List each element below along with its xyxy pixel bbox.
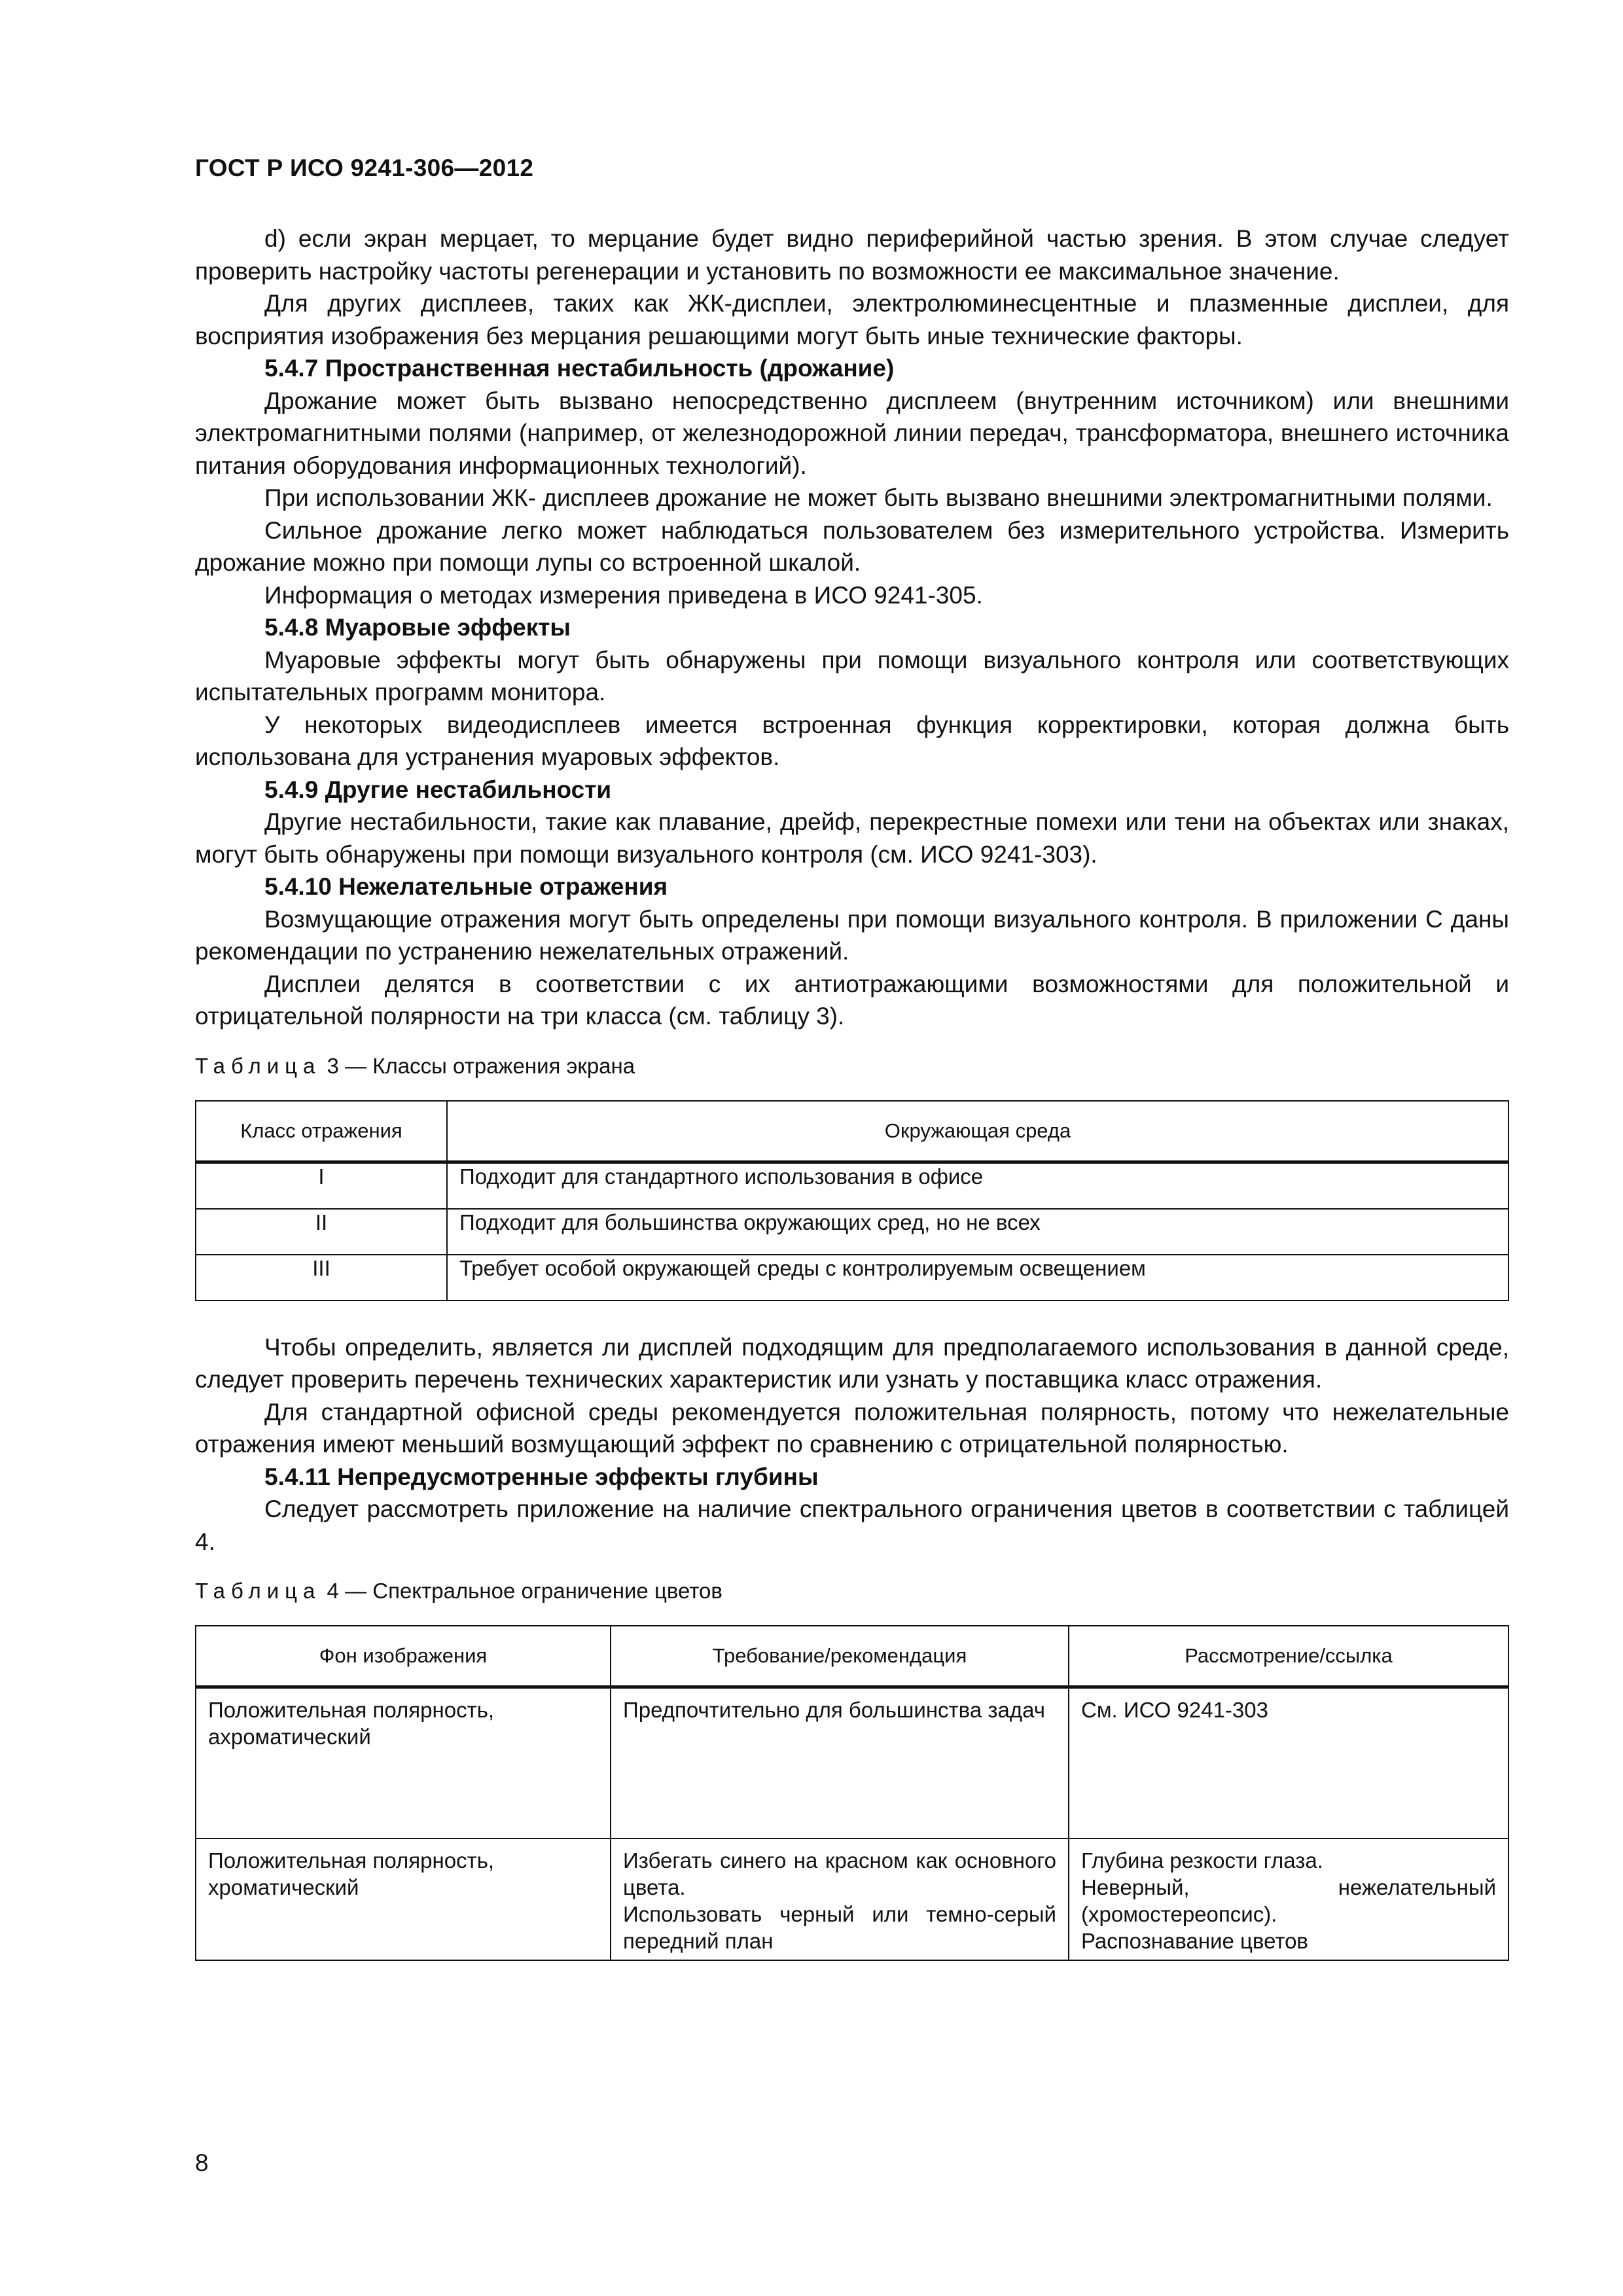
column-header: Рассмотрение/ссылка	[1069, 1626, 1508, 1687]
table-3-caption	[195, 1050, 1509, 1082]
column-header: Требование/рекомендация	[611, 1626, 1069, 1687]
paragraph: Дрожание может быть вызвано непосредственно дисплеем (внутренним источником) или внешними электромагнитными полями (например, от железнодорожной линии передач, трансформатора, внешнего источника питания оборудования информационных технологий).	[195, 387, 1509, 479]
paragraph: Чтобы определить, является ли дисплей подходящим для предполагаемого использования в данной среде, следует проверить перечень технических характеристик или узнать у поставщика класс отражения.	[195, 1333, 1509, 1393]
main-text	[195, 223, 1509, 1961]
paragraph: Другие нестабильности, такие как плавание, дрейф, перекрестные помехи или тени на объектах или знаках, могут быть обнаружены при помощи визуального контроля (см. ИСО 9241-303).	[195, 808, 1509, 868]
table-row	[196, 1839, 1508, 1960]
paragraph: Сильное дрожание легко может наблюдаться пользователем без измерительного устройства. Измерить дрожание можно при помощи лупы со встроенной шкалой.	[195, 516, 1509, 576]
table-4	[195, 1625, 1509, 1961]
cell-line: Глубина резкости глаза.	[1081, 1848, 1323, 1873]
cell-line: Избегать синего на красном как основного цвета.	[623, 1848, 1056, 1899]
cell-line: Неверный, нежелательный (хромостереопсис).	[1081, 1875, 1496, 1926]
table-cell: Требует особой окружающей среды с контролируемым освещением	[447, 1255, 1508, 1300]
document-header: ГОСТ Р ИСО 9241-306—2012	[195, 154, 534, 181]
caption-word: Таблица	[195, 1579, 321, 1603]
paragraph: Для стандартной офисной среды рекомендуется положительная полярность, потому что нежелательные отражения имеют меньший возмущающий эффект по сравнению с отрицательной полярностью.	[195, 1398, 1509, 1458]
paragraph: У некоторых видеодисплеев имеется встроенная функция корректировки, которая должна быть использована для устранения муаровых эффектов.	[195, 711, 1509, 770]
cell-line: Использовать черный или темно-серый передний план	[623, 1902, 1056, 1953]
caption-text: 3 — Классы отражения экрана	[321, 1053, 635, 1078]
table-row	[196, 1687, 1508, 1839]
table-cell: Подходит для стандартного использования в офисе	[447, 1162, 1508, 1209]
section-heading-5-4-10: 5.4.10 Нежелательные отражения	[264, 873, 668, 900]
table-cell	[1069, 1839, 1508, 1960]
column-header: Фон изображения	[196, 1626, 611, 1687]
table-cell: См. ИСО 9241-303	[1069, 1687, 1508, 1839]
column-header: Окружающая среда	[447, 1101, 1508, 1162]
section-heading-5-4-9: 5.4.9 Другие нестабильности	[264, 776, 612, 803]
table-row	[196, 1255, 1508, 1300]
page-number: 8	[195, 2149, 209, 2176]
table-4-caption	[195, 1575, 1509, 1607]
cell-line: Распознавание цветов	[1081, 1929, 1308, 1953]
paragraph: d) если экран мерцает, то мерцание будет видно периферийной частью зрения. В этом случае следует проверить настройку частоты регенерации и установить по возможности ее максимальное значение.	[195, 225, 1509, 285]
caption-text: 4 — Спектральное ограничение цветов	[321, 1579, 722, 1603]
paragraph: При использовании ЖК- дисплеев дрожание не может быть вызвано внешними электромагнитными полями.	[264, 484, 1493, 511]
section-heading-5-4-11: 5.4.11 Непредусмотренные эффекты глубины	[264, 1463, 819, 1490]
table-row	[196, 1209, 1508, 1255]
table-cell: Положительная полярность, хроматический	[196, 1839, 611, 1960]
document-page	[195, 0, 1509, 2296]
paragraph: Следует рассмотреть приложение на наличие спектрального ограничения цветов в соответствии с таблицей 4.	[195, 1496, 1509, 1555]
table-cell: Подходит для большинства окружающих сред, но не всех	[447, 1209, 1508, 1255]
paragraph: Информация о методах измерения приведена в ИСО 9241-305.	[264, 581, 983, 609]
paragraph: Возмущающие отражения могут быть определены при помощи визуального контроля. В приложении С даны рекомендации по устранению нежелательных отражений.	[195, 905, 1509, 965]
table-row	[196, 1162, 1508, 1209]
table-cell: I	[196, 1162, 447, 1209]
caption-word: Таблица	[195, 1053, 321, 1078]
table-3	[195, 1100, 1509, 1301]
paragraph: Дисплеи делятся в соответствии с их антиотражающими возможностями для положительной и отрицательной полярности на три класса (см. таблицу 3).	[195, 970, 1509, 1030]
table-cell: II	[196, 1209, 447, 1255]
column-header: Класс отражения	[196, 1101, 447, 1162]
paragraph: Муаровые эффекты могут быть обнаружены при помощи визуального контроля или соответствующих испытательных программ монитора.	[195, 646, 1509, 706]
section-heading-5-4-7: 5.4.7 Пространственная нестабильность (дрожание)	[264, 355, 895, 382]
table-header-row	[196, 1101, 1508, 1162]
table-cell: Предпочтительно для большинства задач	[611, 1687, 1069, 1839]
table-cell	[611, 1839, 1069, 1960]
paragraph: Для других дисплеев, таких как ЖК-дисплеи, электролюминесцентные и плазменные дисплеи, для восприятия изображения без мерцания решающими могут быть иные технические факторы.	[195, 290, 1509, 350]
table-header-row	[196, 1626, 1508, 1687]
table-cell: Положительная полярность, ахроматический	[196, 1687, 611, 1839]
section-heading-5-4-8: 5.4.8 Муаровые эффекты	[264, 614, 571, 641]
table-cell: III	[196, 1255, 447, 1300]
